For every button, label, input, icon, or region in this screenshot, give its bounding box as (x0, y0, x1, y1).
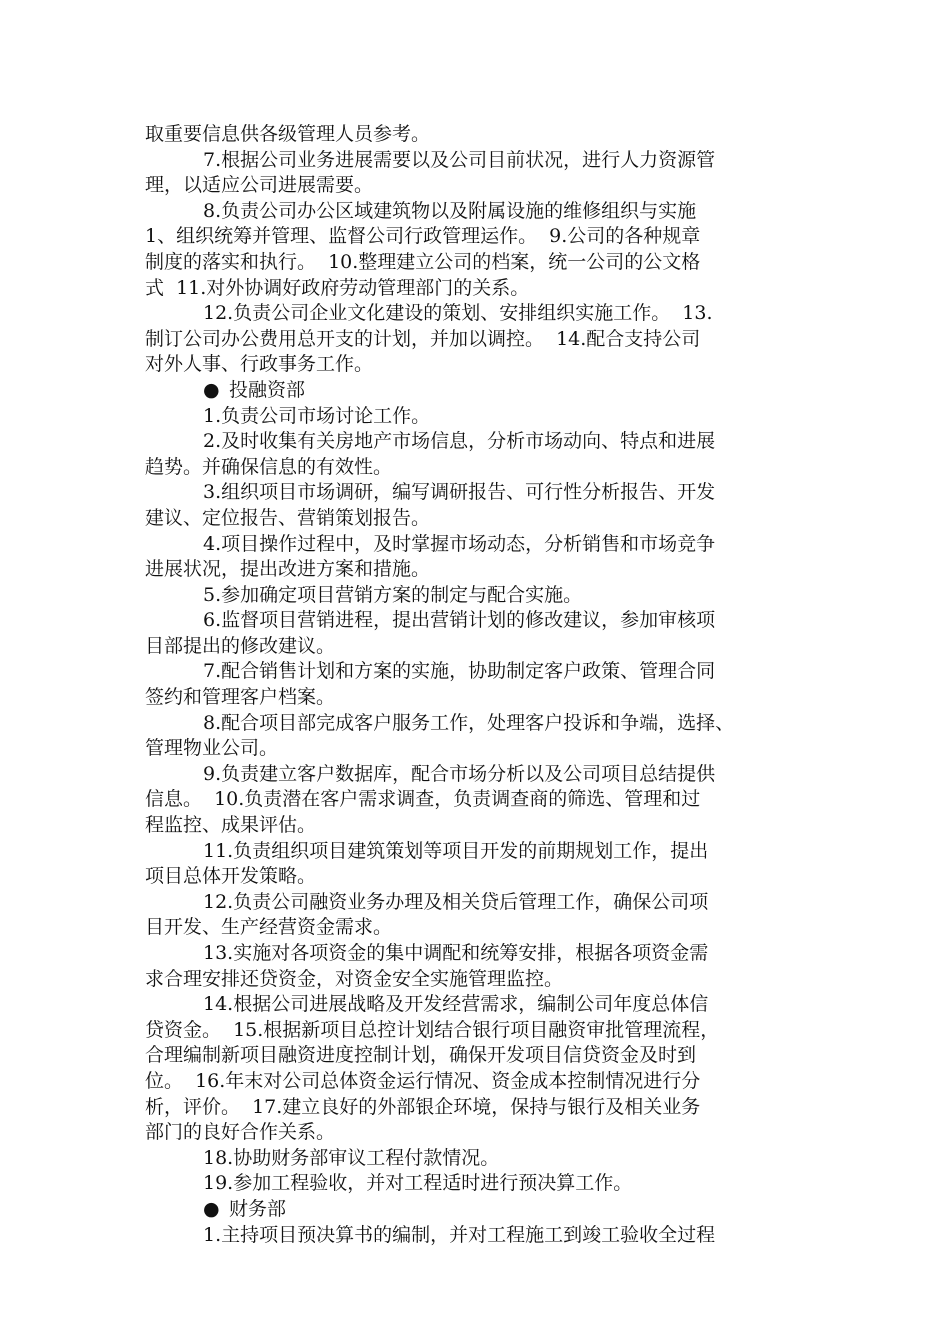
line-text: 签约和管理客户档案。 (145, 686, 336, 709)
line-text: 1.主持项目预决算书的编制，并对工程施工到竣工验收全过程 (203, 1223, 716, 1246)
text-line (145, 378, 810, 404)
text-line (145, 634, 810, 660)
text-line (145, 967, 810, 993)
text-line (145, 736, 810, 762)
line-text: 5.参加确定项目营销方案的制定与配合实施。 (203, 583, 583, 606)
text-line (145, 1018, 810, 1044)
text-line (145, 711, 810, 737)
line-text: 7.配合销售计划和方案的实施，协助制定客户政策、管理合同 (203, 660, 716, 683)
line-text: 理，以适应公司进展需要。 (145, 174, 374, 197)
line-text: 位。 16.年末对公司总体资金运行情况、资金成本控制情况进行分 (145, 1069, 701, 1092)
line-text: 1.负责公司市场讨论工作。 (203, 404, 431, 427)
text-line (145, 839, 810, 865)
line-text: 12.负责公司企业文化建设的策划、安排组织实施工作。 13. (203, 302, 713, 325)
line-text: 贷资金。 15.根据新项目总控计划结合银行项目融资审批管理流程， (145, 1018, 720, 1041)
line-text: 进展状况，提出改进方案和措施。 (145, 558, 431, 581)
text-line (145, 941, 810, 967)
section-heading: 投融资部 (229, 378, 306, 401)
text-line (145, 787, 810, 813)
line-text: 对外人事、行政事务工作。 (145, 353, 374, 376)
text-line (145, 1146, 810, 1172)
text-line (145, 1120, 810, 1146)
text-line (145, 506, 810, 532)
line-text: 19.参加工程验收，并对工程适时进行预决算工作。 (203, 1172, 633, 1195)
text-line (145, 301, 810, 327)
line-text: 目开发、生产经营资金需求。 (145, 916, 393, 939)
text-line (145, 532, 810, 558)
text-line (145, 429, 810, 455)
text-line (145, 608, 810, 634)
line-text: 趋势。并确保信息的有效性。 (145, 455, 393, 478)
text-line (145, 762, 810, 788)
line-text: 程监控、成果评估。 (145, 814, 317, 837)
text-line (145, 327, 810, 353)
line-text: 6.监督项目营销进程，提出营销计划的修改建议，参加审核项 (203, 609, 716, 632)
text-line (145, 583, 810, 609)
text-line (145, 1095, 810, 1121)
line-text: 8.负责公司办公区域建筑物以及附属设施的维修组织与实施 (203, 199, 697, 222)
text-line (145, 659, 810, 685)
text-line (145, 455, 810, 481)
text-line (145, 224, 810, 250)
line-text: 目部提出的修改建议。 (145, 634, 336, 657)
line-text: 管理物业公司。 (145, 737, 279, 760)
bullet-icon: ● (203, 1197, 220, 1220)
line-text: 部门的良好合作关系。 (145, 1121, 336, 1144)
text-line (145, 685, 810, 711)
text-line (145, 199, 810, 225)
text-line (145, 250, 810, 276)
line-text: 9.负责建立客户数据库，配合市场分析以及公司项目总结提供 (203, 762, 716, 785)
line-text: 求合理安排还贷资金，对资金安全实施管理监控。 (145, 967, 564, 990)
line-text: 14.根据公司进展战略及开发经营需求，编制公司年度总体信 (203, 993, 709, 1016)
text-line (145, 813, 810, 839)
line-text: 3.组织项目市场调研，编写调研报告、可行性分析报告、开发 (203, 481, 716, 504)
line-text: 制度的落实和执行。 10.整理建立公司的档案，统一公司的公文格 (145, 250, 701, 273)
line-text: 式 11.对外协调好政府劳动管理部门的关系。 (145, 276, 530, 299)
text-line (145, 890, 810, 916)
line-text: 2.及时收集有关房地产市场信息，分析市场动向、特点和进展 (203, 430, 716, 453)
text-line (145, 1223, 810, 1249)
text-line (145, 915, 810, 941)
text-line (145, 276, 810, 302)
line-text: 项目总体开发策略。 (145, 865, 317, 888)
text-line (145, 480, 810, 506)
text-line (145, 148, 810, 174)
text-line (145, 1069, 810, 1095)
text-line (145, 992, 810, 1018)
line-text: 4.项目操作过程中，及时掌握市场动态，分析销售和市场竞争 (203, 532, 716, 555)
text-line (145, 1171, 810, 1197)
line-text: 8.配合项目部完成客户服务工作，处理客户投诉和争端，选择、 (203, 711, 735, 734)
text-line (145, 173, 810, 199)
line-text: 制订公司办公费用总开支的计划，并加以调控。 14.配合支持公司 (145, 327, 701, 350)
text-line (145, 122, 810, 148)
section-heading: 财务部 (229, 1197, 287, 1220)
line-text: 合理编制新项目融资进度控制计划，确保开发项目信贷资金及时到 (145, 1044, 697, 1067)
text-line (145, 864, 810, 890)
line-text: 18.协助财务部审议工程付款情况。 (203, 1146, 500, 1169)
line-text: 建议、定位报告、营销策划报告。 (145, 506, 431, 529)
text-line (145, 404, 810, 430)
line-text: 13.实施对各项资金的集中调配和统筹安排，根据各项资金需 (203, 942, 709, 964)
line-text: 析，评价。 17.建立良好的外部银企环境，保持与银行及相关业务 (145, 1095, 701, 1118)
document-body (145, 122, 810, 1248)
line-text: 1、组织统筹并管理、监督公司行政管理运作。 9.公司的各种规章 (145, 225, 701, 248)
line-text: 信息。 10.负责潜在客户需求调查，负责调查商的筛选、管理和过 (145, 788, 701, 811)
line-text: 11.负责组织项目建筑策划等项目开发的前期规划工作，提出 (203, 839, 709, 862)
text-line (145, 1197, 810, 1223)
bullet-icon: ● (203, 378, 220, 401)
text-line (145, 352, 810, 378)
text-line (145, 557, 810, 583)
text-line (145, 1043, 810, 1069)
line-text: 取重要信息供各级管理人员参考。 (145, 123, 431, 145)
line-text: 7.根据公司业务进展需要以及公司目前状况，进行人力资源管 (203, 148, 716, 171)
line-text: 12.负责公司融资业务办理及相关贷后管理工作，确保公司项 (203, 890, 709, 913)
